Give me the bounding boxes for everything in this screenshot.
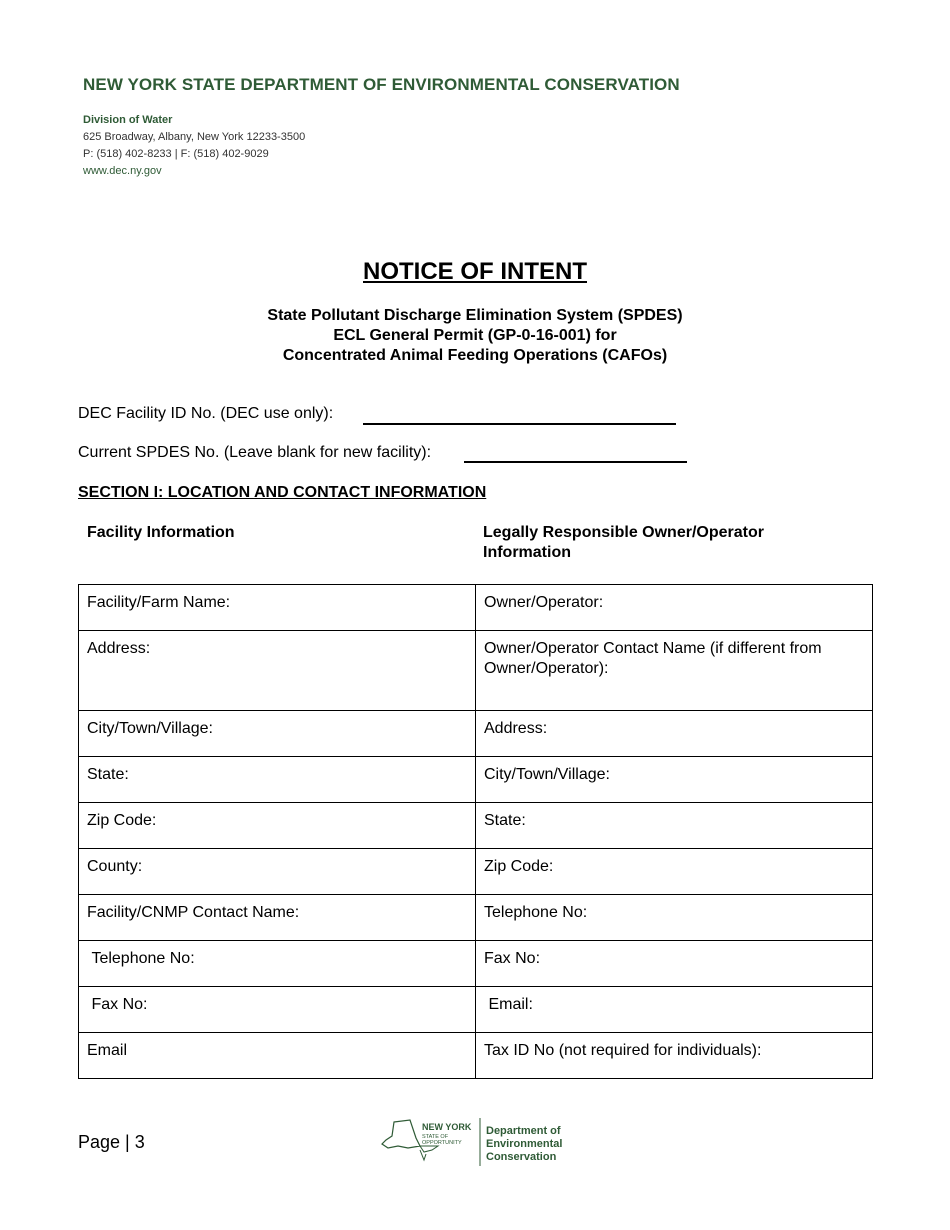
page-title: NOTICE OF INTENT [363,258,587,285]
facility-field-label: State: [87,766,129,783]
owner-field-cell[interactable] [476,803,873,849]
table-row [79,1033,873,1079]
logo-dept-line-3: Conservation [486,1151,557,1163]
logo-state-line-2: STATE OF [422,1134,449,1140]
table-row [79,803,873,849]
facility-field-label: Address: [87,640,151,657]
owner-field-cell[interactable] [476,941,873,987]
owner-field-cell[interactable] [476,585,873,631]
facility-field-cell[interactable] [79,895,476,941]
owner-field-cell[interactable] [476,849,873,895]
owner-field-label: Tax ID No (not required for individuals): [484,1042,762,1059]
spdes-no-field[interactable] [464,461,687,463]
owner-field-cell[interactable] [476,987,873,1033]
subtitle-line-2: ECL General Permit (GP-0-16-001) for [333,327,617,344]
owner-info-header-line-1: Legally Responsible Owner/Operator [483,524,764,541]
owner-field-cell[interactable] [476,1033,873,1079]
division-phone-fax: P: (518) 402-8233 | F: (518) 402-9029 [83,148,269,160]
owner-info-header [483,523,764,563]
facility-field-label: Telephone No: [87,950,195,967]
owner-field-label: Address: [484,720,548,737]
table-row [79,711,873,757]
table-row [79,849,873,895]
facility-field-cell[interactable] [79,803,476,849]
owner-field-label: Email: [484,996,533,1013]
division-website[interactable]: www.dec.ny.gov [83,165,162,177]
facility-field-label: City/Town/Village: [87,720,213,737]
owner-field-cell[interactable] [476,895,873,941]
facility-field-cell[interactable] [79,849,476,895]
table-row [79,987,873,1033]
division-address: 625 Broadway, Albany, New York 12233-3500 [83,131,306,143]
nys-dec-logo-icon [380,1116,575,1168]
spdes-no-label: Current SPDES No. (Leave blank for new facility): [78,444,432,461]
table-row [79,585,873,631]
nys-dec-logo [380,1116,575,1173]
owner-info-header-line-2: Information [483,544,571,561]
section-heading: SECTION I: LOCATION AND CONTACT INFORMATION [78,484,487,501]
facility-field-cell[interactable] [79,711,476,757]
logo-state-line-1: NEW YORK [422,1122,472,1132]
owner-field-cell[interactable] [476,711,873,757]
page-number: Page | 3 [78,1132,145,1152]
owner-field-label: Owner/Operator Contact Name (if different from Owner/Operator): [484,640,827,677]
facility-field-cell[interactable] [79,631,476,711]
owner-field-cell[interactable] [476,757,873,803]
owner-field-label: City/Town/Village: [484,766,610,783]
owner-field-label: Fax No: [484,950,541,967]
facility-field-label: Facility/Farm Name: [87,594,231,611]
logo-state-line-3: OPPORTUNITY [422,1140,462,1146]
subtitle-line-3: Concentrated Animal Feeding Operations (CAFOs) [282,347,668,364]
facility-field-cell[interactable] [79,585,476,631]
subtitle-line-1: State Pollutant Discharge Elimination System (SPDES) [267,307,683,324]
facility-field-label: Email [87,1042,128,1059]
table-row [79,631,873,711]
facility-info-header: Facility Information [87,524,235,541]
facility-field-cell[interactable] [79,987,476,1033]
owner-field-label: State: [484,812,526,829]
facility-field-cell[interactable] [79,941,476,987]
facility-field-cell[interactable] [79,1033,476,1079]
contact-info-table [78,584,873,1079]
owner-field-label: Telephone No: [484,904,588,921]
division-name: Division of Water [83,114,173,126]
owner-field-label: Zip Code: [484,858,554,875]
logo-dept-line-1: Department of [486,1125,561,1137]
facility-field-label: Facility/CNMP Contact Name: [87,904,300,921]
owner-field-cell[interactable] [476,631,873,711]
dec-facility-id-field[interactable] [363,423,676,425]
agency-name: NEW YORK STATE DEPARTMENT OF ENVIRONMENTAL CONSERVATION [83,75,680,94]
table-row [79,941,873,987]
logo-dept-line-2: Environmental [486,1138,563,1150]
table-row [79,895,873,941]
facility-field-cell[interactable] [79,757,476,803]
dec-facility-id-label: DEC Facility ID No. (DEC use only): [78,405,334,422]
owner-field-label: Owner/Operator: [484,594,604,611]
facility-field-label: Fax No: [87,996,148,1013]
facility-field-label: County: [87,858,143,875]
facility-field-label: Zip Code: [87,812,157,829]
table-row [79,757,873,803]
